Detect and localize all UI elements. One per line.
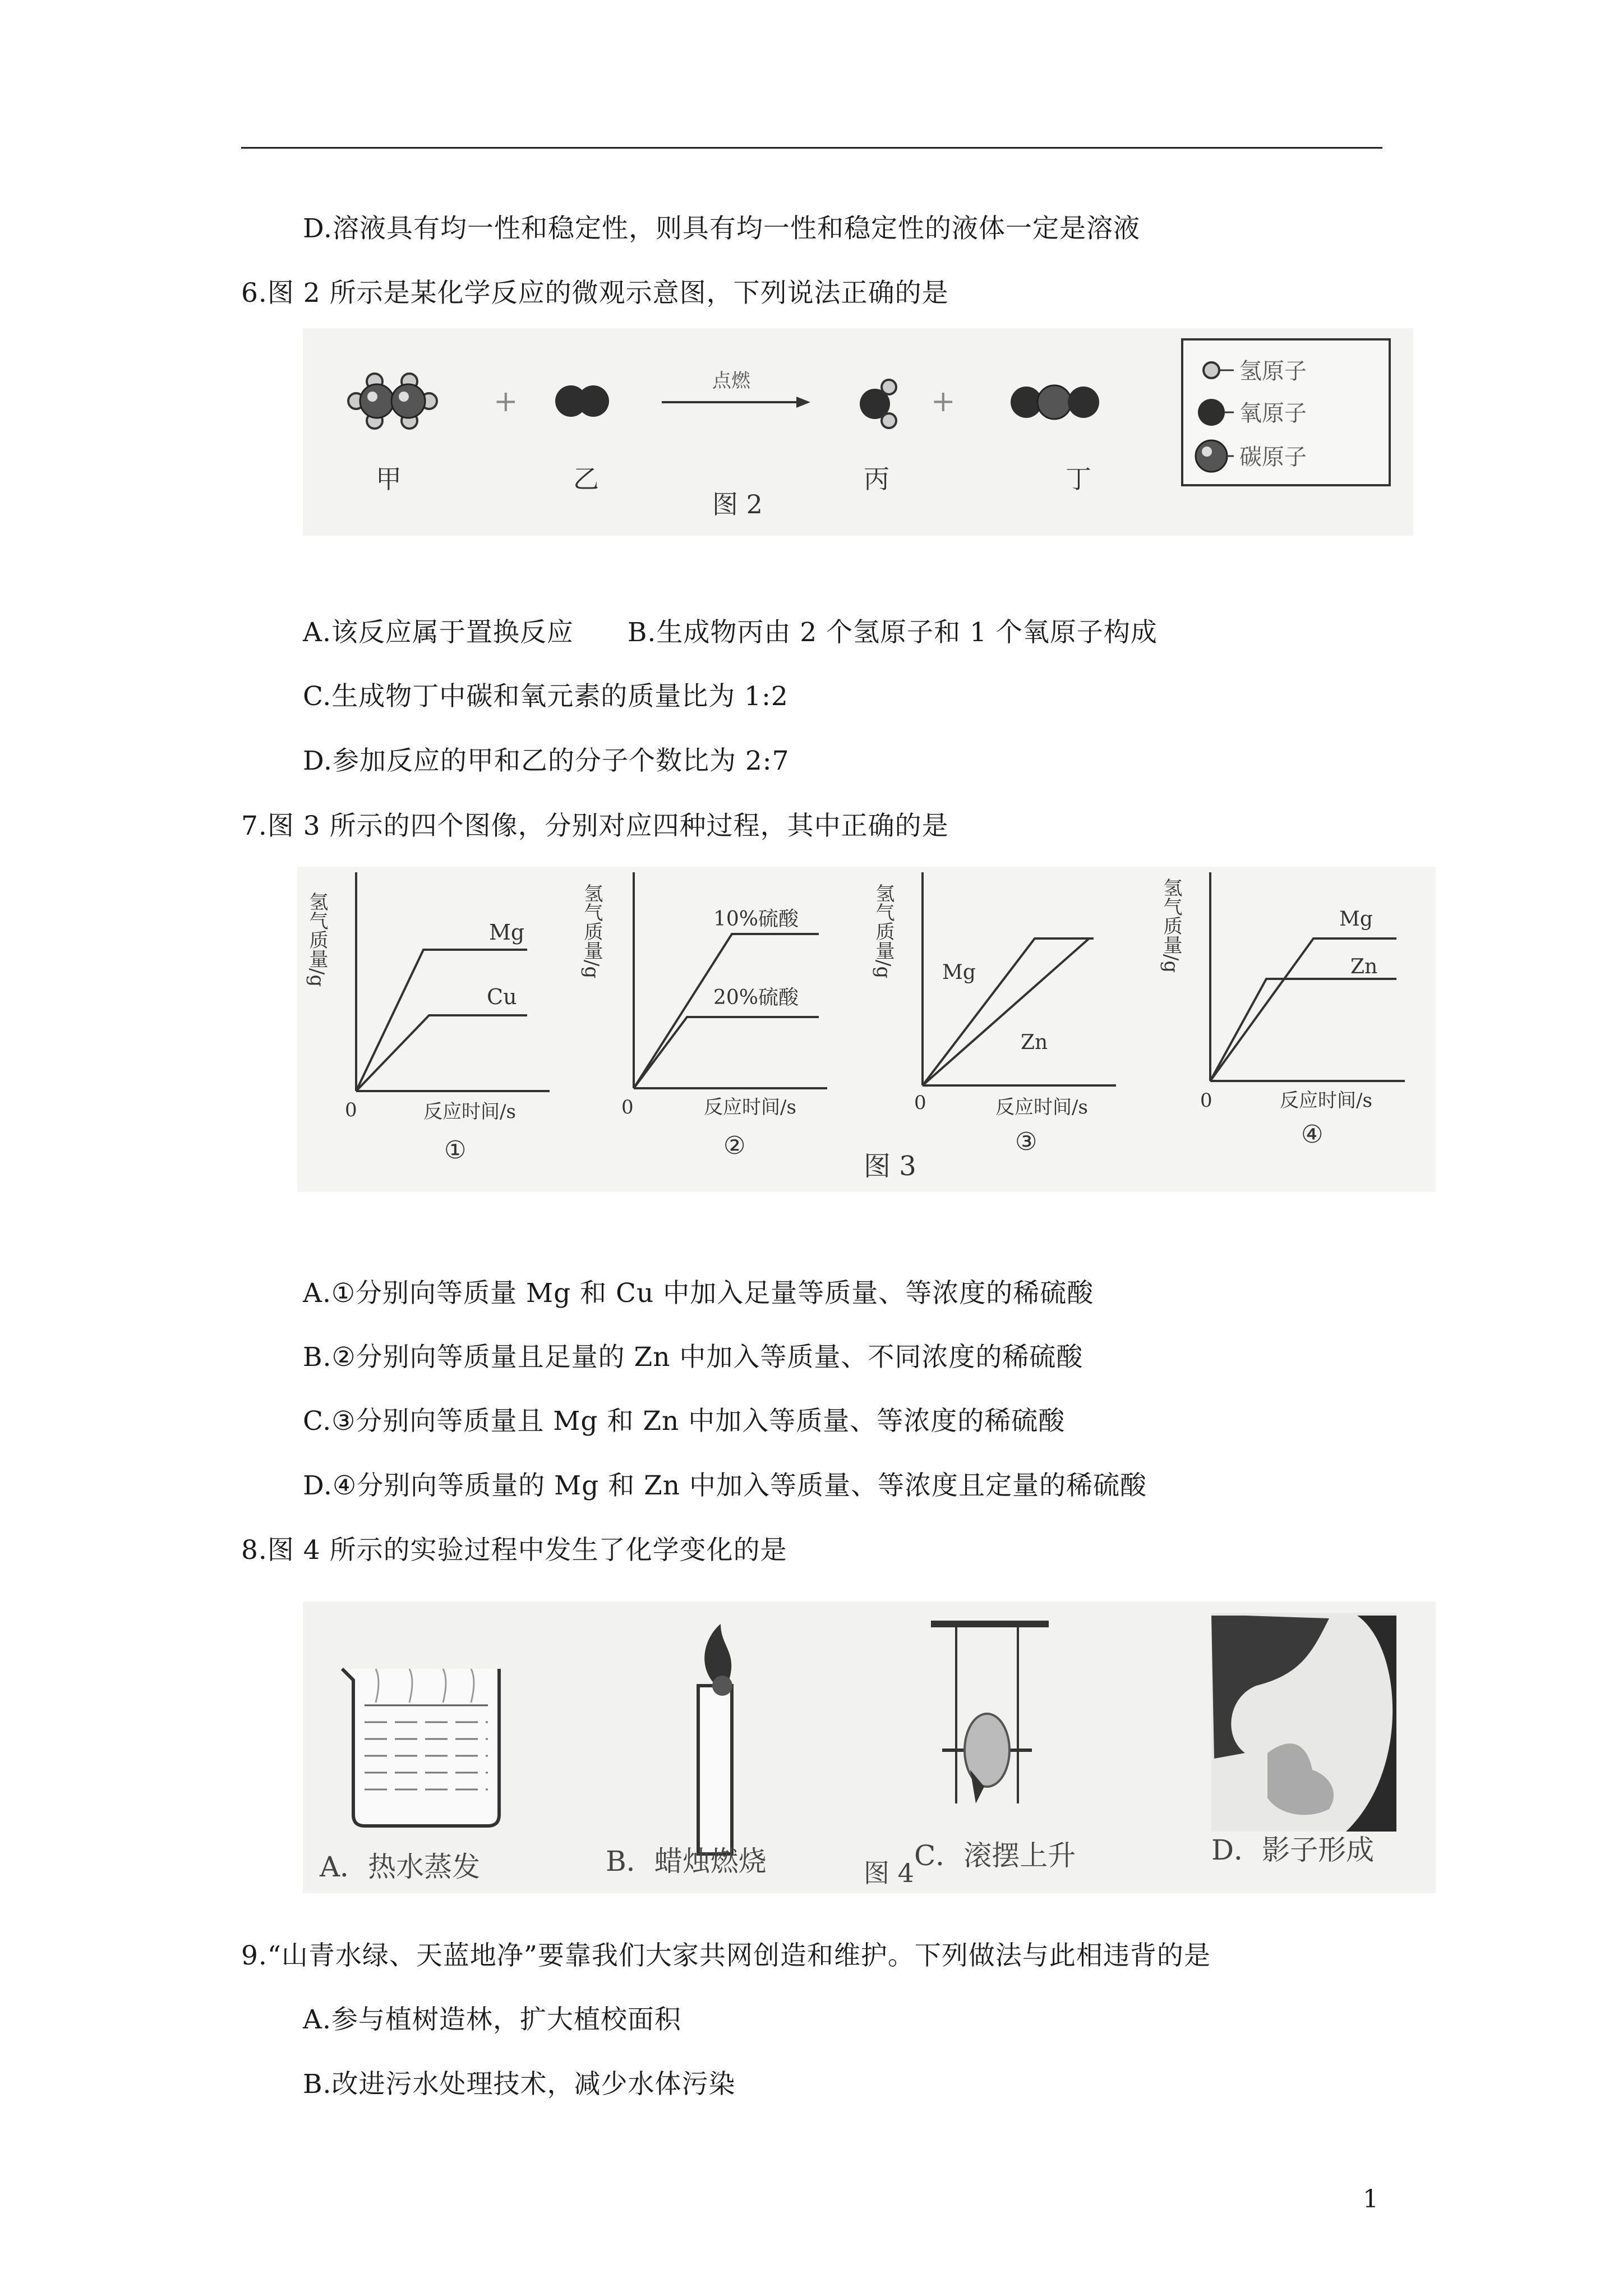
graph-2-10pct: 10%硫酸 bbox=[713, 908, 799, 931]
arrow-label: 点燃 bbox=[712, 370, 750, 392]
q6-option-c: C.生成物丁中碳和氧元素的质量比为 1:2 bbox=[303, 681, 789, 712]
q7-option-c: C.③分别向等质量且 Mg 和 Zn 中加入等质量、等浓度的稀硫酸 bbox=[303, 1406, 1066, 1437]
graph-2-label: ② bbox=[723, 1131, 746, 1160]
graph-2-ylabel: 氢气质量/g bbox=[580, 884, 603, 979]
graph-1-cu: Cu bbox=[487, 984, 517, 1009]
figure-4-caption: 图 4 bbox=[864, 1858, 914, 1888]
graph-4-xlabel: 反应时间/s bbox=[1280, 1089, 1372, 1112]
graph-4-label: ④ bbox=[1301, 1120, 1324, 1149]
graph-2-origin: 0 bbox=[621, 1096, 634, 1119]
q7-option-b: B.②分别向等质量且足量的 Zn 中加入等质量、不同浓度的稀硫酸 bbox=[303, 1342, 1083, 1373]
figure-2-legend bbox=[1182, 339, 1390, 485]
label-ding: 丁 bbox=[1066, 464, 1091, 494]
graph-4-ylabel: 氢气质量/g bbox=[1160, 878, 1182, 973]
label-yi: 乙 bbox=[573, 464, 599, 494]
figure-4-experiments bbox=[303, 1602, 1436, 1893]
graph-4-origin: 0 bbox=[1200, 1089, 1212, 1112]
graph-1-origin: 0 bbox=[345, 1099, 357, 1121]
svg-text:+: + bbox=[494, 385, 518, 418]
option-a-label: A．热水蒸发 bbox=[320, 1851, 481, 1883]
option-c-label: C．滚摆上升 bbox=[914, 1839, 1076, 1872]
page-number: 1 bbox=[1363, 2185, 1378, 2214]
graph-4-zn: Zn bbox=[1350, 955, 1378, 978]
figure-2-reaction-diagram bbox=[303, 328, 1413, 536]
graph-1-mg: Mg bbox=[489, 920, 525, 945]
svg-text:+: + bbox=[931, 385, 956, 418]
beaker-icon bbox=[342, 1669, 499, 1826]
figure-2-caption: 图 2 bbox=[712, 489, 763, 519]
graph-3-origin: 0 bbox=[914, 1092, 926, 1114]
label-bing: 丙 bbox=[864, 464, 889, 494]
graph-3-label: ③ bbox=[1015, 1128, 1038, 1156]
figure-3-graphs bbox=[297, 867, 1436, 1192]
q6-option-d: D.参加反应的甲和乙的分子个数比为 2:7 bbox=[303, 746, 790, 776]
legend-hydrogen: 氢原子 bbox=[1239, 358, 1307, 384]
legend-carbon: 碳原子 bbox=[1239, 444, 1307, 470]
label-jia: 甲 bbox=[376, 464, 402, 494]
graph-3-xlabel: 反应时间/s bbox=[995, 1096, 1088, 1119]
q9-option-b: B.改进污水处理技术，减少水体污染 bbox=[303, 2069, 736, 2100]
graph-3-zn: Zn bbox=[1021, 1031, 1048, 1054]
shadow-image bbox=[1211, 1613, 1396, 1832]
q7-option-a: A.①分别向等质量 Mg 和 Cu 中加入足量等质量、等浓度的稀硫酸 bbox=[303, 1278, 1094, 1309]
graph-2-20pct: 20%硫酸 bbox=[713, 986, 799, 1009]
q5-option-d: D.溶液具有均一性和稳定性，则具有均一性和稳定性的液体一定是溶液 bbox=[303, 213, 1140, 244]
option-d-label: D．影子形成 bbox=[1211, 1834, 1375, 1866]
graph-1-xlabel: 反应时间/s bbox=[423, 1101, 516, 1123]
graph-1-label: ① bbox=[444, 1136, 467, 1165]
figure-3-caption: 图 3 bbox=[864, 1151, 916, 1182]
q8-stem: 8.图 4 所示的实验过程中发生了化学变化的是 bbox=[241, 1535, 787, 1566]
legend-oxygen: 氧原子 bbox=[1239, 401, 1307, 426]
q6-options-ab: A.该反应属于置换反应 B.生成物丙由 2 个氢原子和 1 个氧原子构成 bbox=[303, 617, 1158, 648]
graph-1-ylabel: 氢气质量/g bbox=[306, 892, 328, 987]
graph-2-xlabel: 反应时间/s bbox=[704, 1096, 796, 1119]
q7-option-d: D.④分别向等质量的 Mg 和 Zn 中加入等质量、等浓度且定量的稀硫酸 bbox=[303, 1470, 1147, 1501]
graph-3-mg: Mg bbox=[942, 961, 976, 984]
option-b-label: B．蜡烛燃烧 bbox=[606, 1845, 767, 1878]
q6-stem: 6.图 2 所示是某化学反应的微观示意图，下列说法正确的是 bbox=[241, 278, 949, 309]
graph-4-mg: Mg bbox=[1339, 908, 1373, 931]
molecule-ding bbox=[1011, 385, 1099, 419]
q9-stem: 9.“山青水绿、天蓝地净”要靠我们大家共网创造和维护。下列做法与此相违背的是 bbox=[241, 1940, 1211, 1971]
graph-3-ylabel: 氢气质量/g bbox=[872, 884, 895, 979]
q7-stem: 7.图 3 所示的四个图像，分别对应四种过程，其中正确的是 bbox=[241, 811, 949, 841]
q9-option-a: A.参与植树造林，扩大植校面积 bbox=[303, 2004, 681, 2035]
header-rule bbox=[241, 147, 1382, 149]
